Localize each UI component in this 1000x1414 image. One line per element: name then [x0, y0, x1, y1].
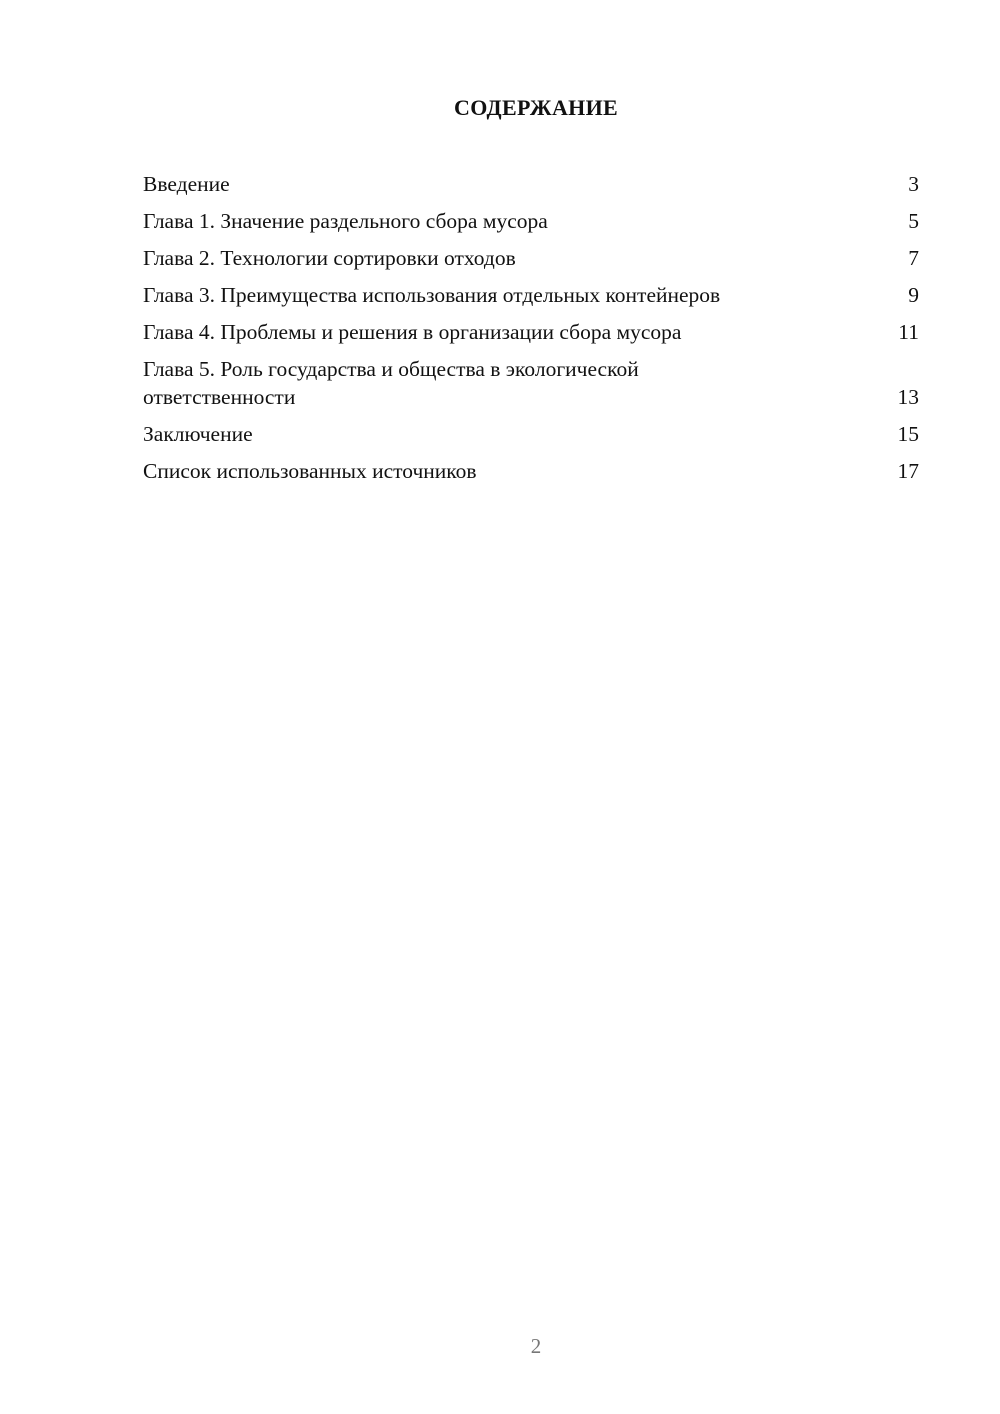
toc-entry-text: Заключение: [143, 422, 253, 446]
toc-entry-chapter-1: [143, 207, 919, 235]
toc-entry-text: Глава 2. Технологии сортировки отходов: [143, 246, 516, 270]
toc-entry-page: 17: [897, 459, 919, 483]
toc-entry-chapter-5: [143, 355, 919, 411]
toc-entry-page: 3: [908, 172, 919, 196]
toc-entry-page: 7: [908, 246, 919, 270]
toc-entry-references: [143, 457, 919, 485]
toc-entry-text: Список использованных источников: [143, 459, 477, 483]
toc-entry-chapter-3: [143, 281, 919, 309]
toc-entry-text: Глава 5. Роль государства и общества в экологической ответственности: [143, 357, 639, 409]
toc-entry-text: Глава 1. Значение раздельного сбора мусора: [143, 209, 548, 233]
page-number: 2: [530, 1334, 542, 1358]
toc-entry-page: 11: [898, 320, 919, 344]
toc-title: СОДЕРЖАНИЕ: [454, 95, 618, 120]
toc-entry-page: 15: [897, 422, 919, 446]
toc-entry-text: Глава 4. Проблемы и решения в организации сбора мусора: [143, 320, 682, 344]
toc-entry-introduction: [143, 170, 919, 198]
toc-entry-chapter-4: [143, 318, 919, 346]
toc-entry-chapter-2: [143, 244, 919, 272]
toc-entry-text: Введение: [143, 172, 230, 196]
toc-list: [143, 170, 919, 494]
toc-entry-conclusion: [143, 420, 919, 448]
toc-entry-page: 9: [908, 283, 919, 307]
toc-entry-text: Глава 3. Преимущества использования отдельных контейнеров: [143, 283, 721, 307]
toc-entry-page: 13: [897, 385, 919, 409]
toc-entry-page: 5: [908, 209, 919, 233]
